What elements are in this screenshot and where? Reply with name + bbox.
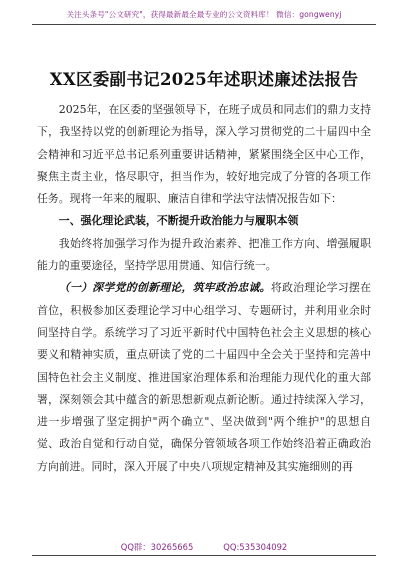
subsection-1-paragraph xyxy=(37,277,371,478)
footer-divider xyxy=(32,555,376,556)
document-body xyxy=(37,99,371,478)
subsection-1-text: 将政治理论学习摆在首位，积极参加区委理论学习中心组学习、专题研讨，并利用业余时间坚持自学。系统学习了习近平新时代中国特色社会主义思想的核心要义和精神实质，重点研读了党的二十届四中全会关于坚持和完善中国特色社会主义制度、推进国家治理体系和治理能力现代化的重大部署，深刻领会其中蕴含的新思想新观点新论断。通过持续深入学习，进一步增强了坚定拥护"两个确立"、坚决做到"两个维护"的思想自觉、政治自觉和行动自觉，确保分管领域各项工作始终沿着正确政治方向前进。同时，深入开展了中央八项规定精神及其实施细则的再 xyxy=(37,281,371,473)
footer-qq-number: QQ:535304092 xyxy=(223,542,288,552)
section-1-intro-paragraph: 我始终将加强学习作为提升政治素养、把准工作方向、增强履职能力的重要途径，坚持学思用贯通、知信行统一。 xyxy=(37,236,371,273)
subsection-1-heading: （一）深学党的创新理论，筑牢政治忠诚。 xyxy=(58,281,271,295)
header-divider xyxy=(32,24,376,25)
footer-contact xyxy=(0,541,408,553)
section-1-heading: 一、强化理论武装，不断提升政治能力与履职本领 xyxy=(58,214,299,228)
document-title: XX区委副书记2025年述职述廉述法报告 xyxy=(49,70,359,89)
footer-qq-group: QQ群：30265665 xyxy=(120,542,194,552)
intro-paragraph: 2025年，在区委的坚强领导下，在班子成员和同志们的鼎力支持下，我坚持以党的创新理论为指导，深入学习贯彻党的二十届四中全会精神和习近平总书记系列重要讲话精神，紧紧围绕全区中心工作，聚焦主责主业，恪尽职守，担当作为，较好地完成了分管的各项工作任务。现将一年来的履职、廉洁自律和学法守法情况报告如下： xyxy=(37,103,371,206)
header-promo-note: 关注头条号"公文研究"，获得最新最全最专业的公文资料库！ 微信：gongwenyj xyxy=(66,10,342,19)
